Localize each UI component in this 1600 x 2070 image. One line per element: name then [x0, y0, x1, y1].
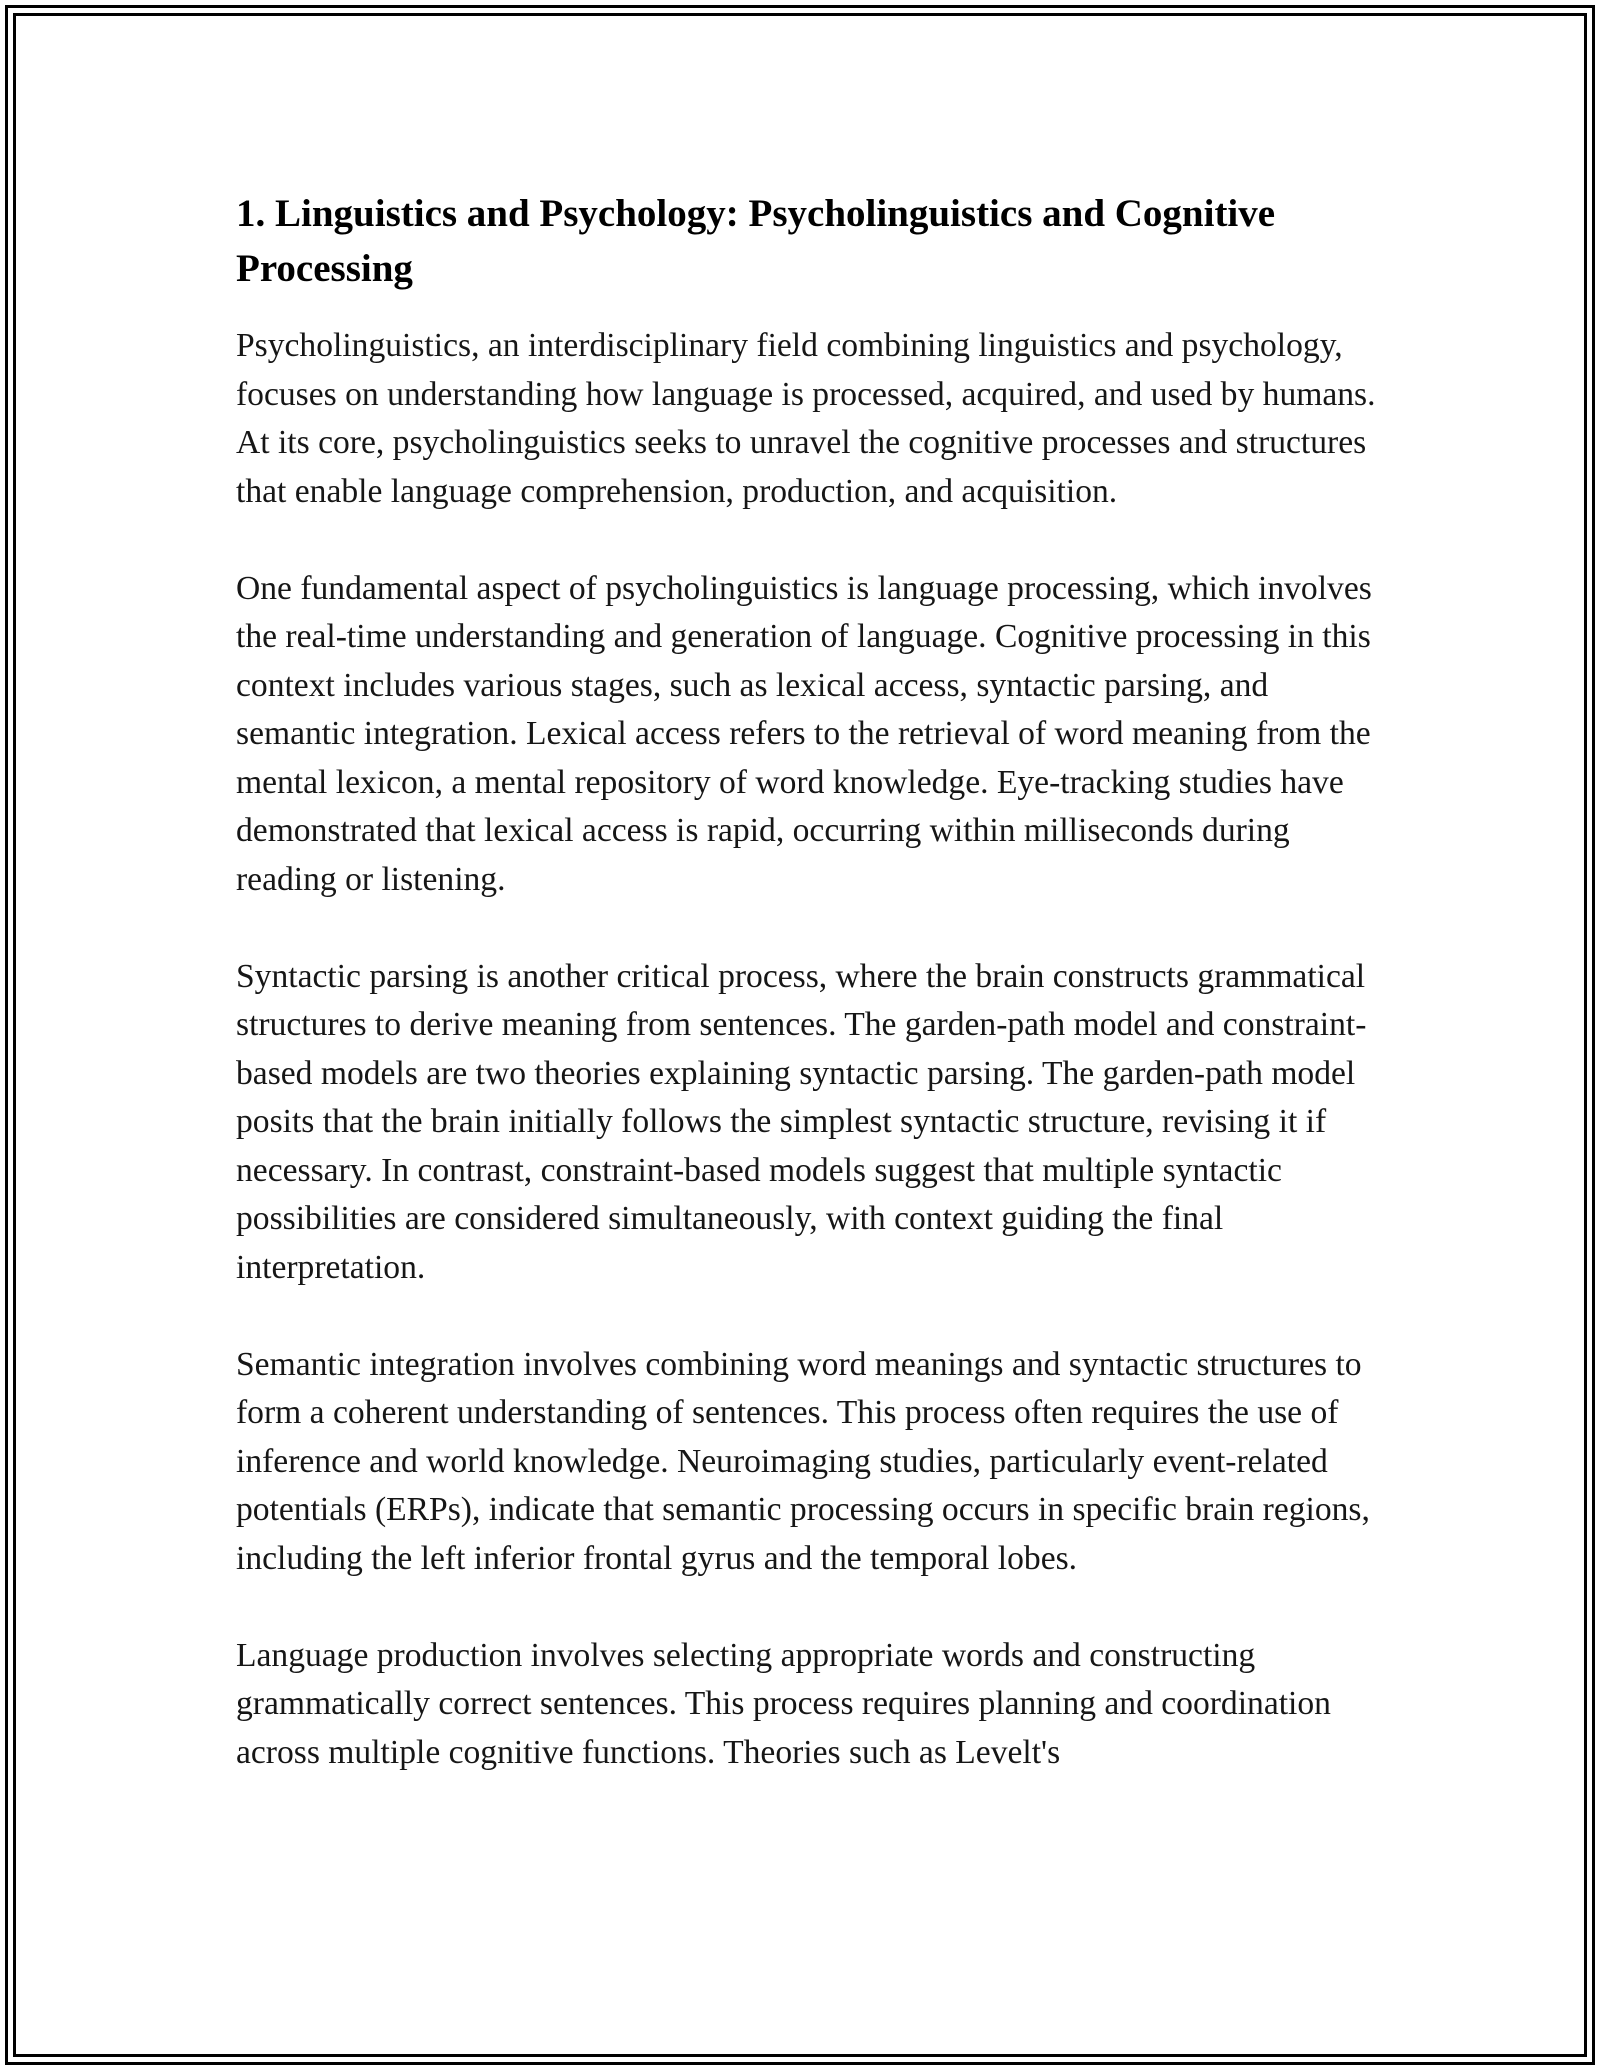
paragraph: Syntactic parsing is another critical process, where the brain constructs grammatical structures to derive meaning from sentences. The garden-path model and constraint-based models are two theories explaining syntactic parsing. The garden-path model posits that the brain initially follows the simplest syntactic structure, revising it if necessary. In contrast, constraint-based models suggest that multiple syntactic possibilities are considered simultaneously, with context guiding the final interpretation.	[236, 957, 1367, 1286]
paragraph: Semantic integration involves combining word meanings and syntactic structures to form a coherent understanding of sentences. This process often requires the use of inference and world knowledge. Neuroimaging studies, particularly event-related potentials (ERPs), indicate that semantic processing occurs in specific brain regions, including the left inferior frontal gyrus and the temporal lobes.	[236, 1345, 1370, 1577]
document-body	[236, 186, 1376, 1777]
paragraph: Psycholinguistics, an interdisciplinary field combining linguistics and psychology, focuses on understanding how language is processed, acquired, and used by humans. At its core, psycholinguistics seeks to unravel the cognitive processes and structures that enable language comprehension, production, and acquisition.	[236, 327, 1376, 510]
paragraph: One fundamental aspect of psycholinguistics is language processing, which involves the real-time understanding and generation of language. Cognitive processing in this context includes various stages, such as lexical access, syntactic parsing, and semantic integration. Lexical access refers to the retrieval of word meaning from the mental lexicon, a mental repository of word knowledge. Eye-tracking studies have demonstrated that lexical access is rapid, occurring within milliseconds during reading or listening.	[236, 569, 1372, 898]
paragraph: Language production involves selecting appropriate words and constructing grammatically correct sentences. This process requires planning and coordination across multiple cognitive functions. Theories such as Levelt's	[236, 1636, 1331, 1771]
section-heading: 1. Linguistics and Psychology: Psycholinguistics and Cognitive Processing	[236, 192, 1276, 290]
paragraph-list	[236, 322, 1376, 1777]
